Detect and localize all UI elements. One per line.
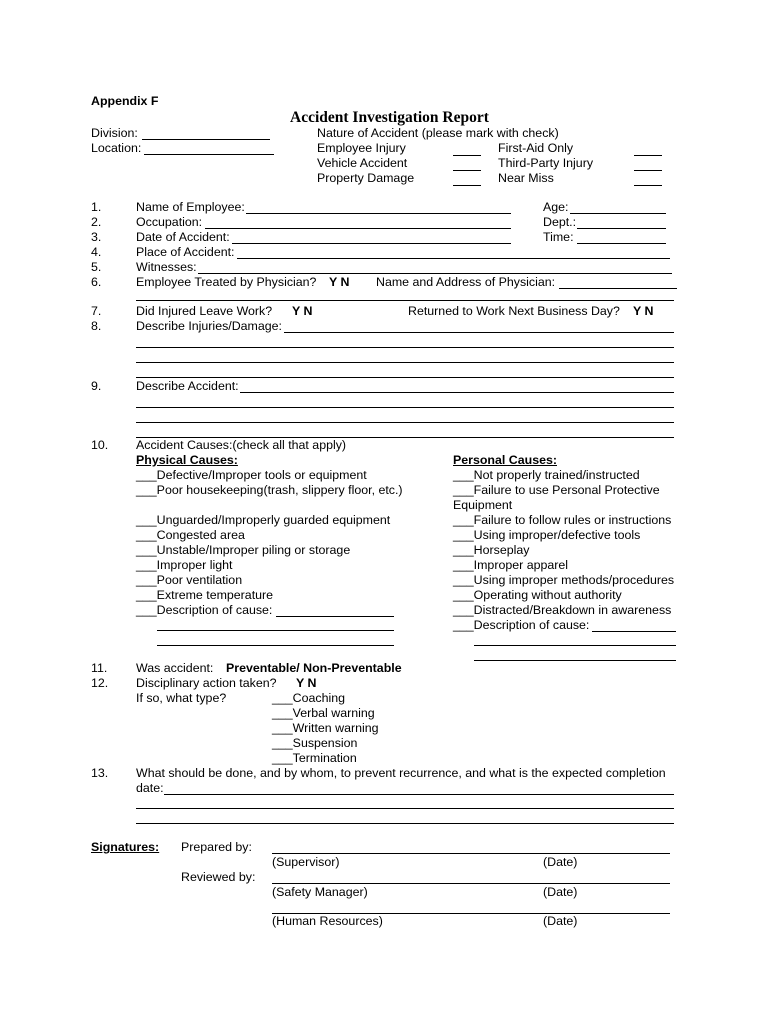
supervisor-date-caption: (Date)	[543, 855, 578, 869]
item-number: 6.	[91, 275, 102, 289]
occupation-field[interactable]	[205, 214, 511, 229]
recurrence-line[interactable]	[136, 808, 674, 809]
first-aid-check[interactable]	[634, 141, 662, 156]
witnesses-label: Witnesses:	[136, 260, 197, 274]
recurrence-field[interactable]	[164, 780, 674, 795]
physical-cause-description-field[interactable]	[276, 602, 394, 617]
nature-vehicle-accident: Vehicle Accident	[317, 156, 408, 170]
appendix-label: Appendix F	[91, 94, 159, 108]
item-number: 1.	[91, 200, 102, 214]
personal-cause-option[interactable]: ___Improper apparel	[453, 558, 569, 572]
vehicle-accident-check[interactable]	[453, 156, 481, 171]
physical-cause-option[interactable]: ___Improper light	[136, 558, 233, 572]
physical-causes-heading: Physical Causes:	[136, 453, 238, 467]
preventable-options[interactable]: Preventable/ Non-Preventable	[226, 661, 402, 675]
reviewed-by-label: Reviewed by:	[181, 870, 256, 884]
disciplinary-option-coaching[interactable]: ___Coaching	[272, 691, 346, 705]
supervisor-signature-line[interactable]	[272, 853, 670, 854]
safety-manager-signature-line[interactable]	[272, 883, 670, 884]
dept-field[interactable]	[577, 214, 666, 229]
time-field[interactable]	[577, 229, 666, 244]
accident-place-field[interactable]	[237, 244, 670, 259]
nature-first-aid: First-Aid Only	[498, 141, 574, 155]
disciplinary-option-termination[interactable]: ___Termination	[272, 751, 357, 765]
nature-third-party: Third-Party Injury	[498, 156, 594, 170]
property-damage-check[interactable]	[453, 171, 481, 186]
physical-cause-option[interactable]: ___Poor housekeeping(trash, slippery floor, etc.)	[136, 483, 403, 497]
employee-name-field[interactable]	[246, 199, 511, 214]
accident-date-field[interactable]	[232, 229, 511, 244]
employee-name-label: Name of Employee:	[136, 200, 245, 214]
physical-cause-option[interactable]: ___Unguarded/Improperly guarded equipment	[136, 513, 391, 527]
age-label: Age:	[543, 200, 569, 214]
describe-accident-line[interactable]	[136, 422, 674, 423]
physician-treated-yn[interactable]: Y N	[329, 275, 350, 289]
employee-injury-check[interactable]	[453, 141, 481, 156]
item-number: 7.	[91, 304, 102, 318]
witnesses-field[interactable]	[198, 259, 672, 274]
describe-accident-label: Describe Accident:	[136, 379, 239, 393]
nature-property-damage: Property Damage	[317, 171, 415, 185]
physical-cause-option[interactable]: ___Unstable/Improper piling or storage	[136, 543, 351, 557]
supervisor-caption: (Supervisor)	[272, 855, 340, 869]
disciplinary-type-label: If so, what type?	[136, 691, 227, 705]
leave-work-yn[interactable]: Y N	[292, 304, 313, 318]
returned-work-yn[interactable]: Y N	[633, 304, 654, 318]
physician-address-field[interactable]	[559, 274, 677, 289]
safety-manager-date-caption: (Date)	[543, 885, 578, 899]
page-title: Accident Investigation Report	[290, 109, 489, 126]
physical-cause-description-line[interactable]	[157, 630, 394, 631]
personal-cause-option[interactable]: ___Using improper/defective tools	[453, 528, 641, 542]
recurrence-line[interactable]	[136, 823, 674, 824]
item-number: 2.	[91, 215, 102, 229]
physical-cause-option[interactable]: ___Defective/Improper tools or equipment	[136, 468, 367, 482]
item-number: 12.	[91, 676, 109, 690]
dept-label: Dept.:	[543, 215, 577, 229]
physician-treated-label: Employee Treated by Physician?	[136, 275, 317, 289]
personal-cause-option[interactable]: ___Not properly trained/instructed	[453, 468, 640, 482]
physical-cause-option[interactable]: ___Poor ventilation	[136, 573, 243, 587]
personal-cause-description-line[interactable]	[474, 645, 676, 646]
injuries-label: Describe Injuries/Damage:	[136, 319, 282, 333]
item-number: 11.	[91, 661, 108, 675]
disciplinary-yn[interactable]: Y N	[296, 676, 317, 690]
personal-cause-description-line[interactable]	[474, 660, 676, 661]
time-label: Time:	[543, 230, 574, 244]
leave-work-label: Did Injured Leave Work?	[136, 304, 273, 318]
personal-cause-option[interactable]: ___Operating without authority	[453, 588, 622, 602]
physical-cause-option[interactable]: ___Congested area	[136, 528, 245, 542]
personal-cause-option[interactable]: ___Distracted/Breakdown in awareness	[453, 603, 672, 617]
nature-near-miss: Near Miss	[498, 171, 554, 185]
describe-accident-line[interactable]	[136, 407, 674, 408]
item-number: 5.	[91, 260, 102, 274]
division-label: Division:	[91, 126, 138, 140]
nature-heading: Nature of Accident (please mark with check)	[317, 126, 559, 140]
accident-date-label: Date of Accident:	[136, 230, 230, 244]
signatures-heading: Signatures:	[91, 840, 160, 854]
near-miss-check[interactable]	[634, 171, 662, 186]
physical-cause-description-line[interactable]	[157, 645, 394, 646]
division-field[interactable]	[142, 125, 270, 140]
nature-employee-injury: Employee Injury	[317, 141, 406, 155]
personal-cause-option-continued: Equipment	[453, 498, 513, 512]
physical-cause-option[interactable]: ___Extreme temperature	[136, 588, 274, 602]
describe-accident-field[interactable]	[240, 378, 674, 393]
returned-work-label: Returned to Work Next Business Day?	[408, 304, 620, 318]
physician-address-line-2[interactable]	[136, 300, 674, 301]
safety-manager-caption: (Safety Manager)	[272, 885, 368, 899]
personal-cause-option[interactable]: ___Using improper methods/procedures	[453, 573, 675, 587]
disciplinary-option-suspension[interactable]: ___Suspension	[272, 736, 358, 750]
prepared-by-label: Prepared by:	[181, 840, 252, 854]
location-label: Location:	[91, 141, 142, 155]
personal-cause-description-field[interactable]	[592, 617, 676, 632]
item-number: 13.	[91, 766, 109, 780]
item-number: 10.	[91, 438, 109, 452]
occupation-label: Occupation:	[136, 215, 203, 229]
recurrence-date-label: date:	[136, 781, 164, 795]
injuries-field[interactable]	[284, 318, 674, 333]
physician-address-label: Name and Address of Physician:	[376, 275, 556, 289]
age-field[interactable]	[570, 199, 666, 214]
hr-caption: (Human Resources)	[272, 914, 383, 928]
hr-date-caption: (Date)	[543, 914, 578, 928]
personal-causes-heading: Personal Causes:	[453, 453, 557, 467]
disciplinary-label: Disciplinary action taken?	[136, 676, 277, 690]
recurrence-label: What should be done, and by whom, to prevent recurrence, and what is the expected completion	[136, 766, 666, 780]
personal-cause-description-label[interactable]: ___Description of cause:	[453, 618, 590, 632]
third-party-check[interactable]	[634, 156, 662, 171]
item-number: 9.	[91, 379, 102, 393]
accident-causes-label: Accident Causes:(check all that apply)	[136, 438, 347, 452]
personal-cause-option[interactable]: ___Failure to use Personal Protective	[453, 483, 660, 497]
injuries-line[interactable]	[136, 362, 674, 363]
item-number: 3.	[91, 230, 102, 244]
injuries-line[interactable]	[136, 347, 674, 348]
accident-place-label: Place of Accident:	[136, 245, 235, 259]
disciplinary-option-verbal[interactable]: ___Verbal warning	[272, 706, 375, 720]
disciplinary-option-written[interactable]: ___Written warning	[272, 721, 379, 735]
item-number: 4.	[91, 245, 102, 259]
personal-cause-option[interactable]: ___Horseplay	[453, 543, 530, 557]
personal-cause-option[interactable]: ___Failure to follow rules or instructions	[453, 513, 672, 527]
physical-cause-description-label[interactable]: ___Description of cause:	[136, 603, 273, 617]
location-field[interactable]	[144, 140, 274, 155]
item-number: 8.	[91, 319, 102, 333]
preventable-label: Was accident:	[136, 661, 214, 675]
